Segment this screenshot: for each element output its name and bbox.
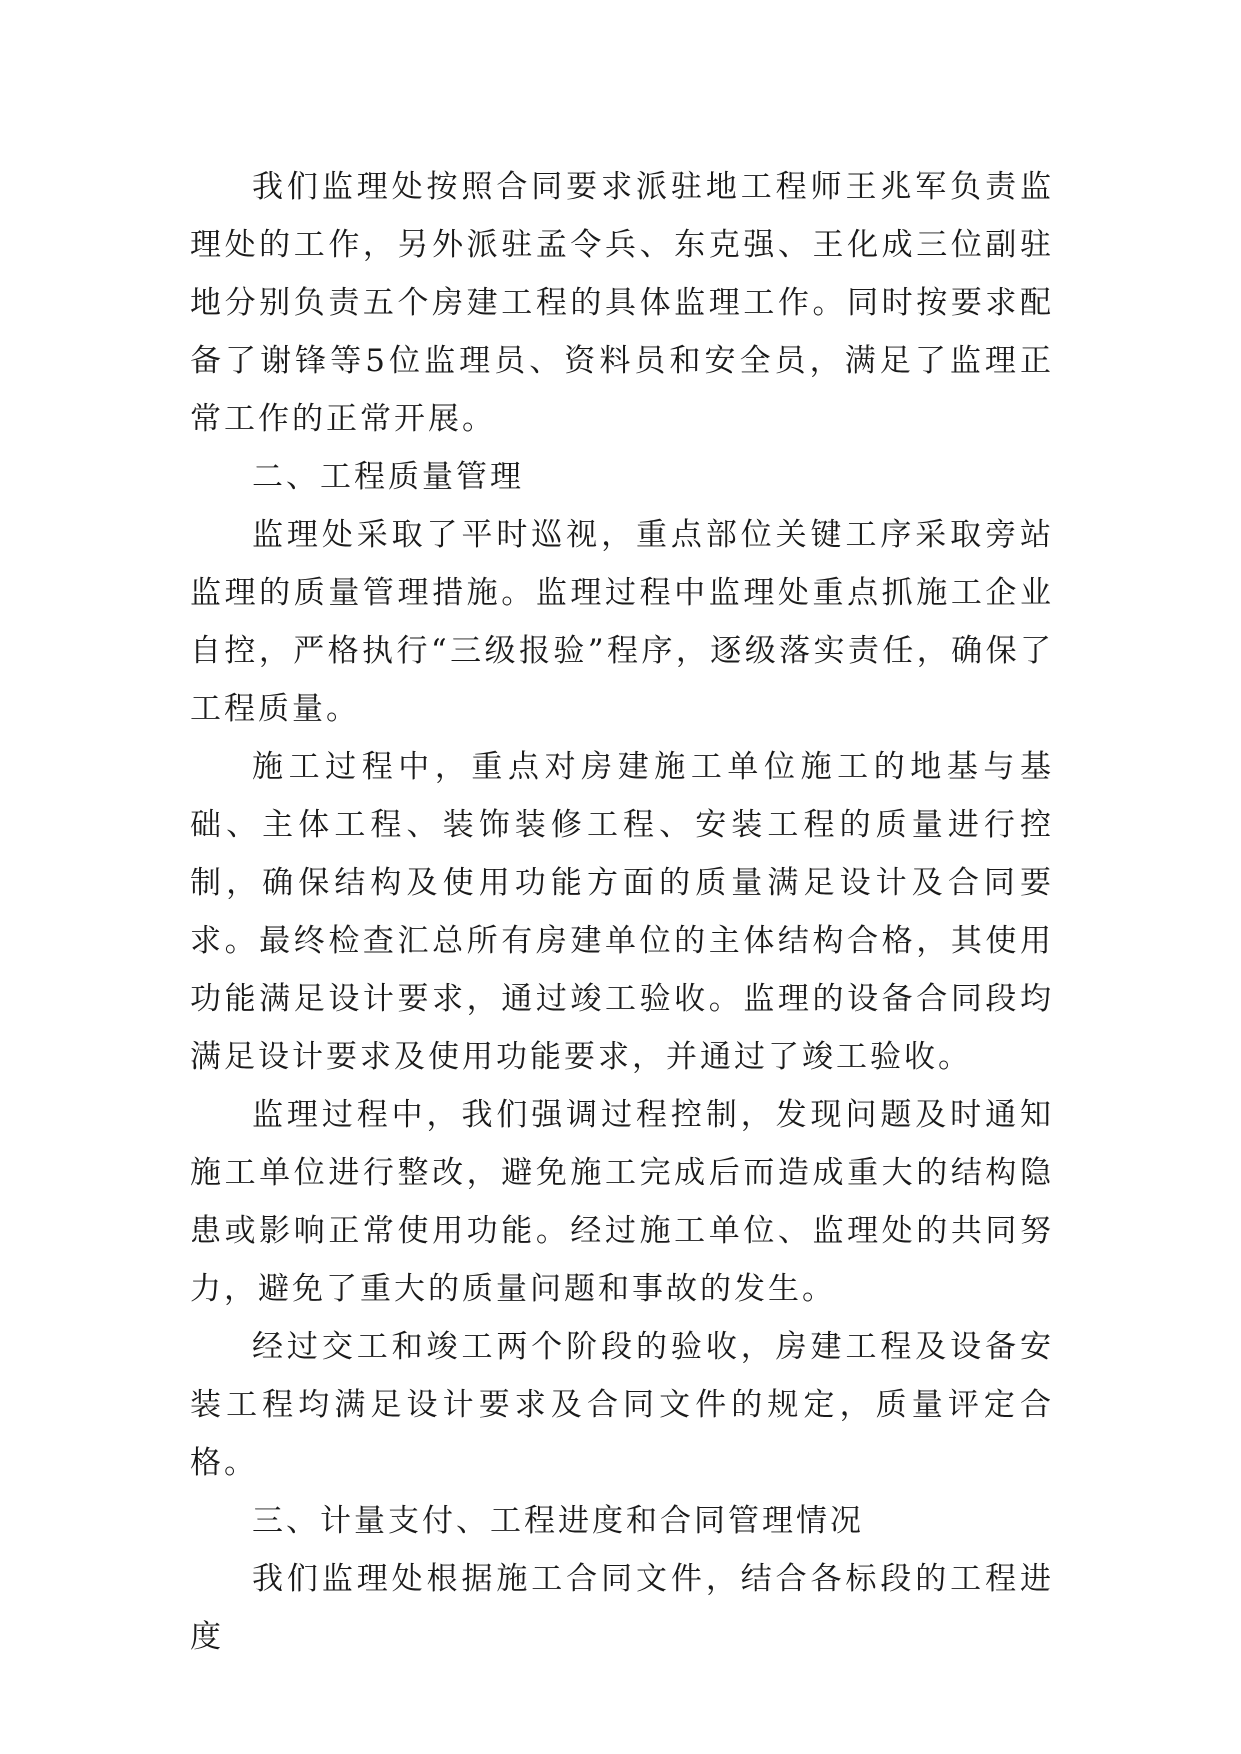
paragraph-quality-measures: 监理处采取了平时巡视，重点部位关键工序采取旁站监理的质量管理措施。监理过程中监理处重点抓施工企业自控，严格执行“三级报验”程序，逐级落实责任，确保了工程质量。: [190, 517, 1054, 727]
section-heading-payment: 三、计量支付、工程进度和合同管理情况: [252, 1503, 864, 1539]
paragraph-staffing: 我们监理处按照合同要求派驻地工程师王兆军负责监理处的工作，另外派驻孟令兵、东克强、王化成三位副驻地分别负责五个房建工程的具体监理工作。同时按要求配备了谢锋等5位监理员、资料员和安全员，满足了监理正常工作的正常开展。: [190, 169, 1054, 437]
section-heading-quality: 二、工程质量管理: [252, 459, 524, 495]
paragraph-construction-control: 施工过程中，重点对房建施工单位施工的地基与基础、主体工程、装饰装修工程、安装工程的质量进行控制，确保结构及使用功能方面的质量满足设计及合同要求。最终检查汇总所有房建单位的主体结构合格，其使用功能满足设计要求，通过竣工验收。监理的设备合同段均满足设计要求及使用功能要求，并通过了竣工验收。: [190, 749, 1054, 1075]
paragraph-payment-intro: 我们监理处根据施工合同文件，结合各标段的工程进度: [190, 1561, 1054, 1655]
document-body: [190, 158, 1054, 1666]
paragraph-acceptance: 经过交工和竣工两个阶段的验收，房建工程及设备安装工程均满足设计要求及合同文件的规定，质量评定合格。: [190, 1329, 1054, 1481]
paragraph-process-control: 监理过程中，我们强调过程控制，发现问题及时通知施工单位进行整改，避免施工完成后而造成重大的结构隐患或影响正常使用功能。经过施工单位、监理处的共同努力，避免了重大的质量问题和事故的发生。: [190, 1097, 1054, 1307]
